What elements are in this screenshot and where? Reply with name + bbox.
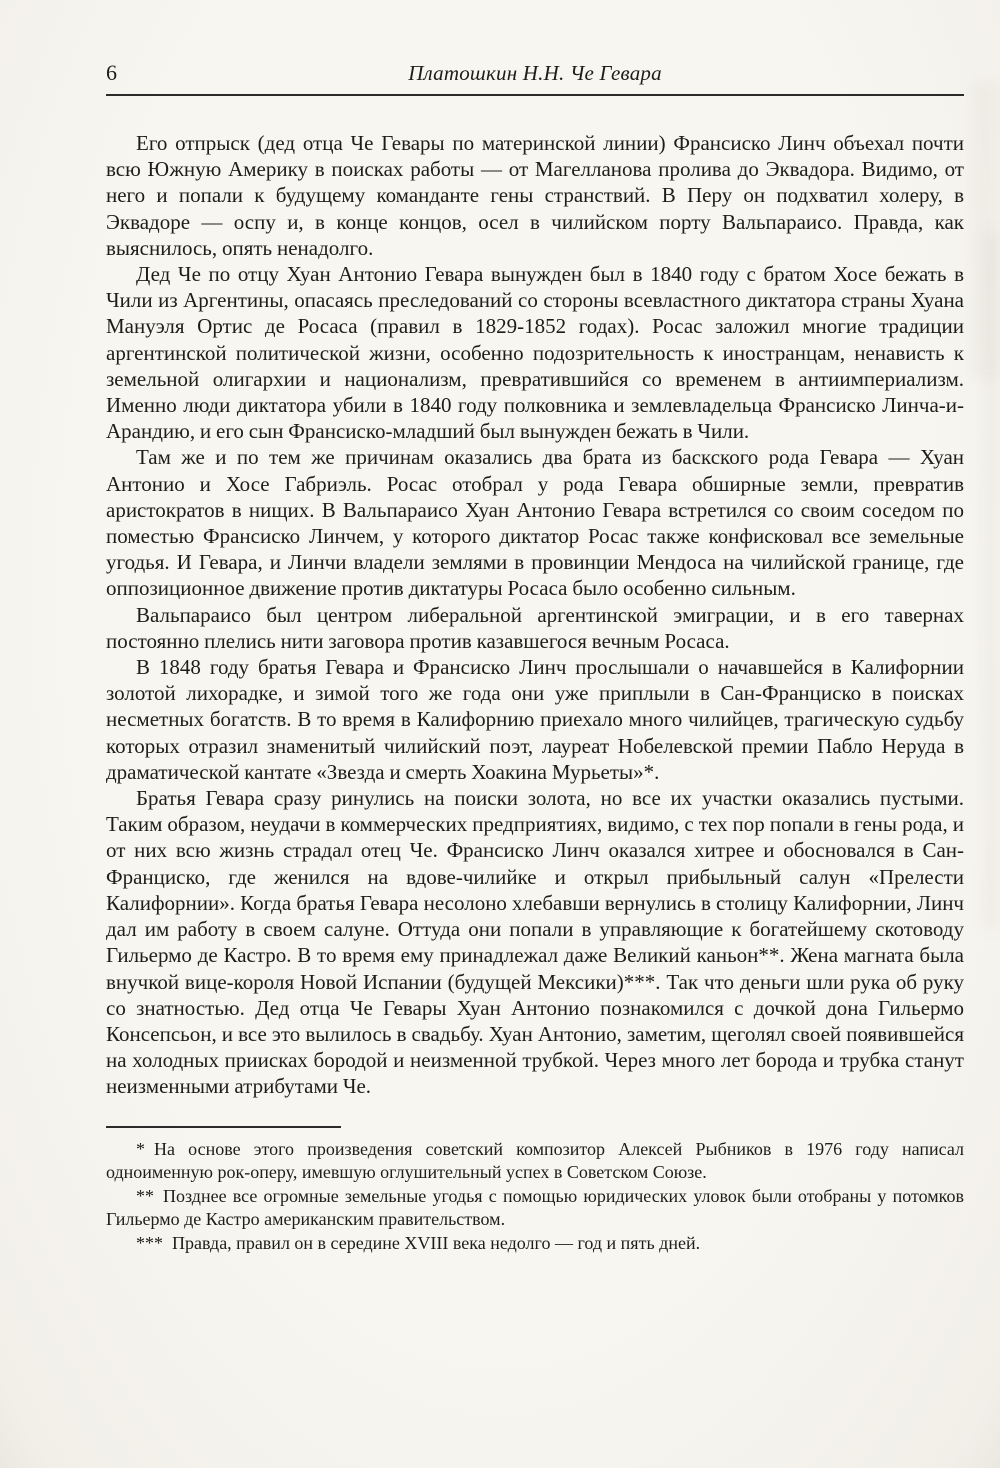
footnote-separator-rule <box>106 1126 341 1128</box>
footnotes-section <box>106 1126 964 1256</box>
footnote <box>106 1138 964 1185</box>
scan-bleedthrough-artifact <box>982 230 1000 930</box>
paragraph: Его отпрыск (дед отца Че Гевары по материнской линии) Франсиско Линч объехал почти всю Южную Америку в поисках работы — от Магелланова пролива до Эквадора. Видимо, от него и попали к будущему команданте гены странствий. В Перу он подхватил холеру, в Эквадоре — оспу и, в конце концов, осел в чилийском порту Вальпараисо. Правда, как выяснилось, опять ненадолго. <box>106 131 964 260</box>
paragraph: В 1848 году братья Гевара и Франсиско Линч прослышали о начавшейся в Калифорнии золотой лихорадке, и зимой того же года они уже приплыли в Сан-Франциско в поисках несметных богатств. В то время в Калифорнию приехало много чилийцев, трагическую судьбу которых отразил знаменитый чилийский поэт, лауреат Нобелевской премии Пабло Неруда в драматической кантате «Звезда и смерть Хоакина Мурьеты»*. <box>106 655 964 784</box>
footnote-marker: * <box>136 1138 145 1159</box>
paragraph: Братья Гевара сразу ринулись на поиски золота, но все их участки оказались пустыми. Таким образом, неудачи в коммерческих предприятиях, видимо, с тех пор попали в гены рода, и от них всю жизнь страдал отец Че. Франсиско Линч оказался хитрее и обосновался в Сан-Франциско, где женился на вдове-чилийке и открыл прибыльный салун «Прелести Калифорнии». Когда братья Гевара несолоно хлебавши вернулись в столицу Калифорнии, Линч дал им работу в своем салуне. Оттуда они попали в управляющие к богатейшему скотоводу Гильермо де Кастро. В то время ему принадлежал даже Великий каньон**. Жена магната была внучкой вице-короля Новой Испании (будущей Мексики)***. Так что деньги шли рука об руку со знатностью. Дед отца Че Гевары Хуан Антонио познакомился с дочкой дона Гильермо Консепсьон, и все это вылилось в свадьбу. Хуан Антонио, заметим, щеголял своей появившейся на холодных приисках бородой и неизменной трубкой. Через много лет борода и трубка станут неизменными атрибутами Че. <box>106 786 964 1099</box>
scan-bleedthrough-artifact <box>970 80 1000 380</box>
body-text <box>106 130 964 1100</box>
footnote-text: Позднее все огромные земельные угодья с помощью юридических уловок были отобраны у потомков Гильермо де Кастро американским правительством. <box>106 1185 964 1230</box>
page-header <box>106 60 964 96</box>
paragraph: Дед Че по отцу Хуан Антонио Гевара вынужден был в 1840 году с братом Хосе бежать в Чили из Аргентины, опасаясь преследований со стороны всевластного диктатора страны Хуана Мануэля Ортис де Росаса (правил в 1829-1852 годах). Росас заложил многие традиции аргентинской политической жизни, особенно подозрительность к иностранцам, ненависть к земельной олигархии и национализм, превратившийся со временем в антиимпериализм. Именно люди диктатора убили в 1840 году полковника и землевладельца Франсиско Линча-и-Арандию, и его сын Франсиско-младший был вынужден бежать в Чили. <box>106 262 964 444</box>
footnote <box>106 1232 964 1256</box>
running-header-title: Платошкин Н.Н. Че Гевара <box>408 61 662 85</box>
footnote-text: Правда, правил он в середине XVIII века недолго — год и пять дней. <box>172 1232 701 1253</box>
footnote-marker: *** <box>136 1232 163 1253</box>
footnote-marker: ** <box>136 1185 154 1206</box>
paragraph: Вальпараисо был центром либеральной аргентинской эмиграции, и в его тавернах постоянно плелись нити заговора против казавшегося вечным Росаса. <box>106 602 964 653</box>
footnote <box>106 1185 964 1232</box>
paragraph: Там же и по тем же причинам оказались два брата из баскского рода Гевара — Хуан Антонио и Хосе Габриэль. Росас отобрал у рода Гевара обширные земли, превратив аристократов в нищих. В Вальпараисо Хуан Антонио Гевара встретился со своим соседом по поместью Франсиско Линчем, у которого диктатор Росас также конфисковал все земельные угодья. И Гевара, и Линчи владели землями в провинции Мендоса на чилийской границе, где оппозиционное движение против диктатуры Росаса было особенно сильным. <box>106 445 964 601</box>
footnote-text: На основе этого произведения советский композитор Алексей Рыбников в 1976 году написал одноименную рок-оперу, имевшую оглушительный успех в Советском Союзе. <box>106 1138 964 1183</box>
page-number: 6 <box>106 60 117 85</box>
